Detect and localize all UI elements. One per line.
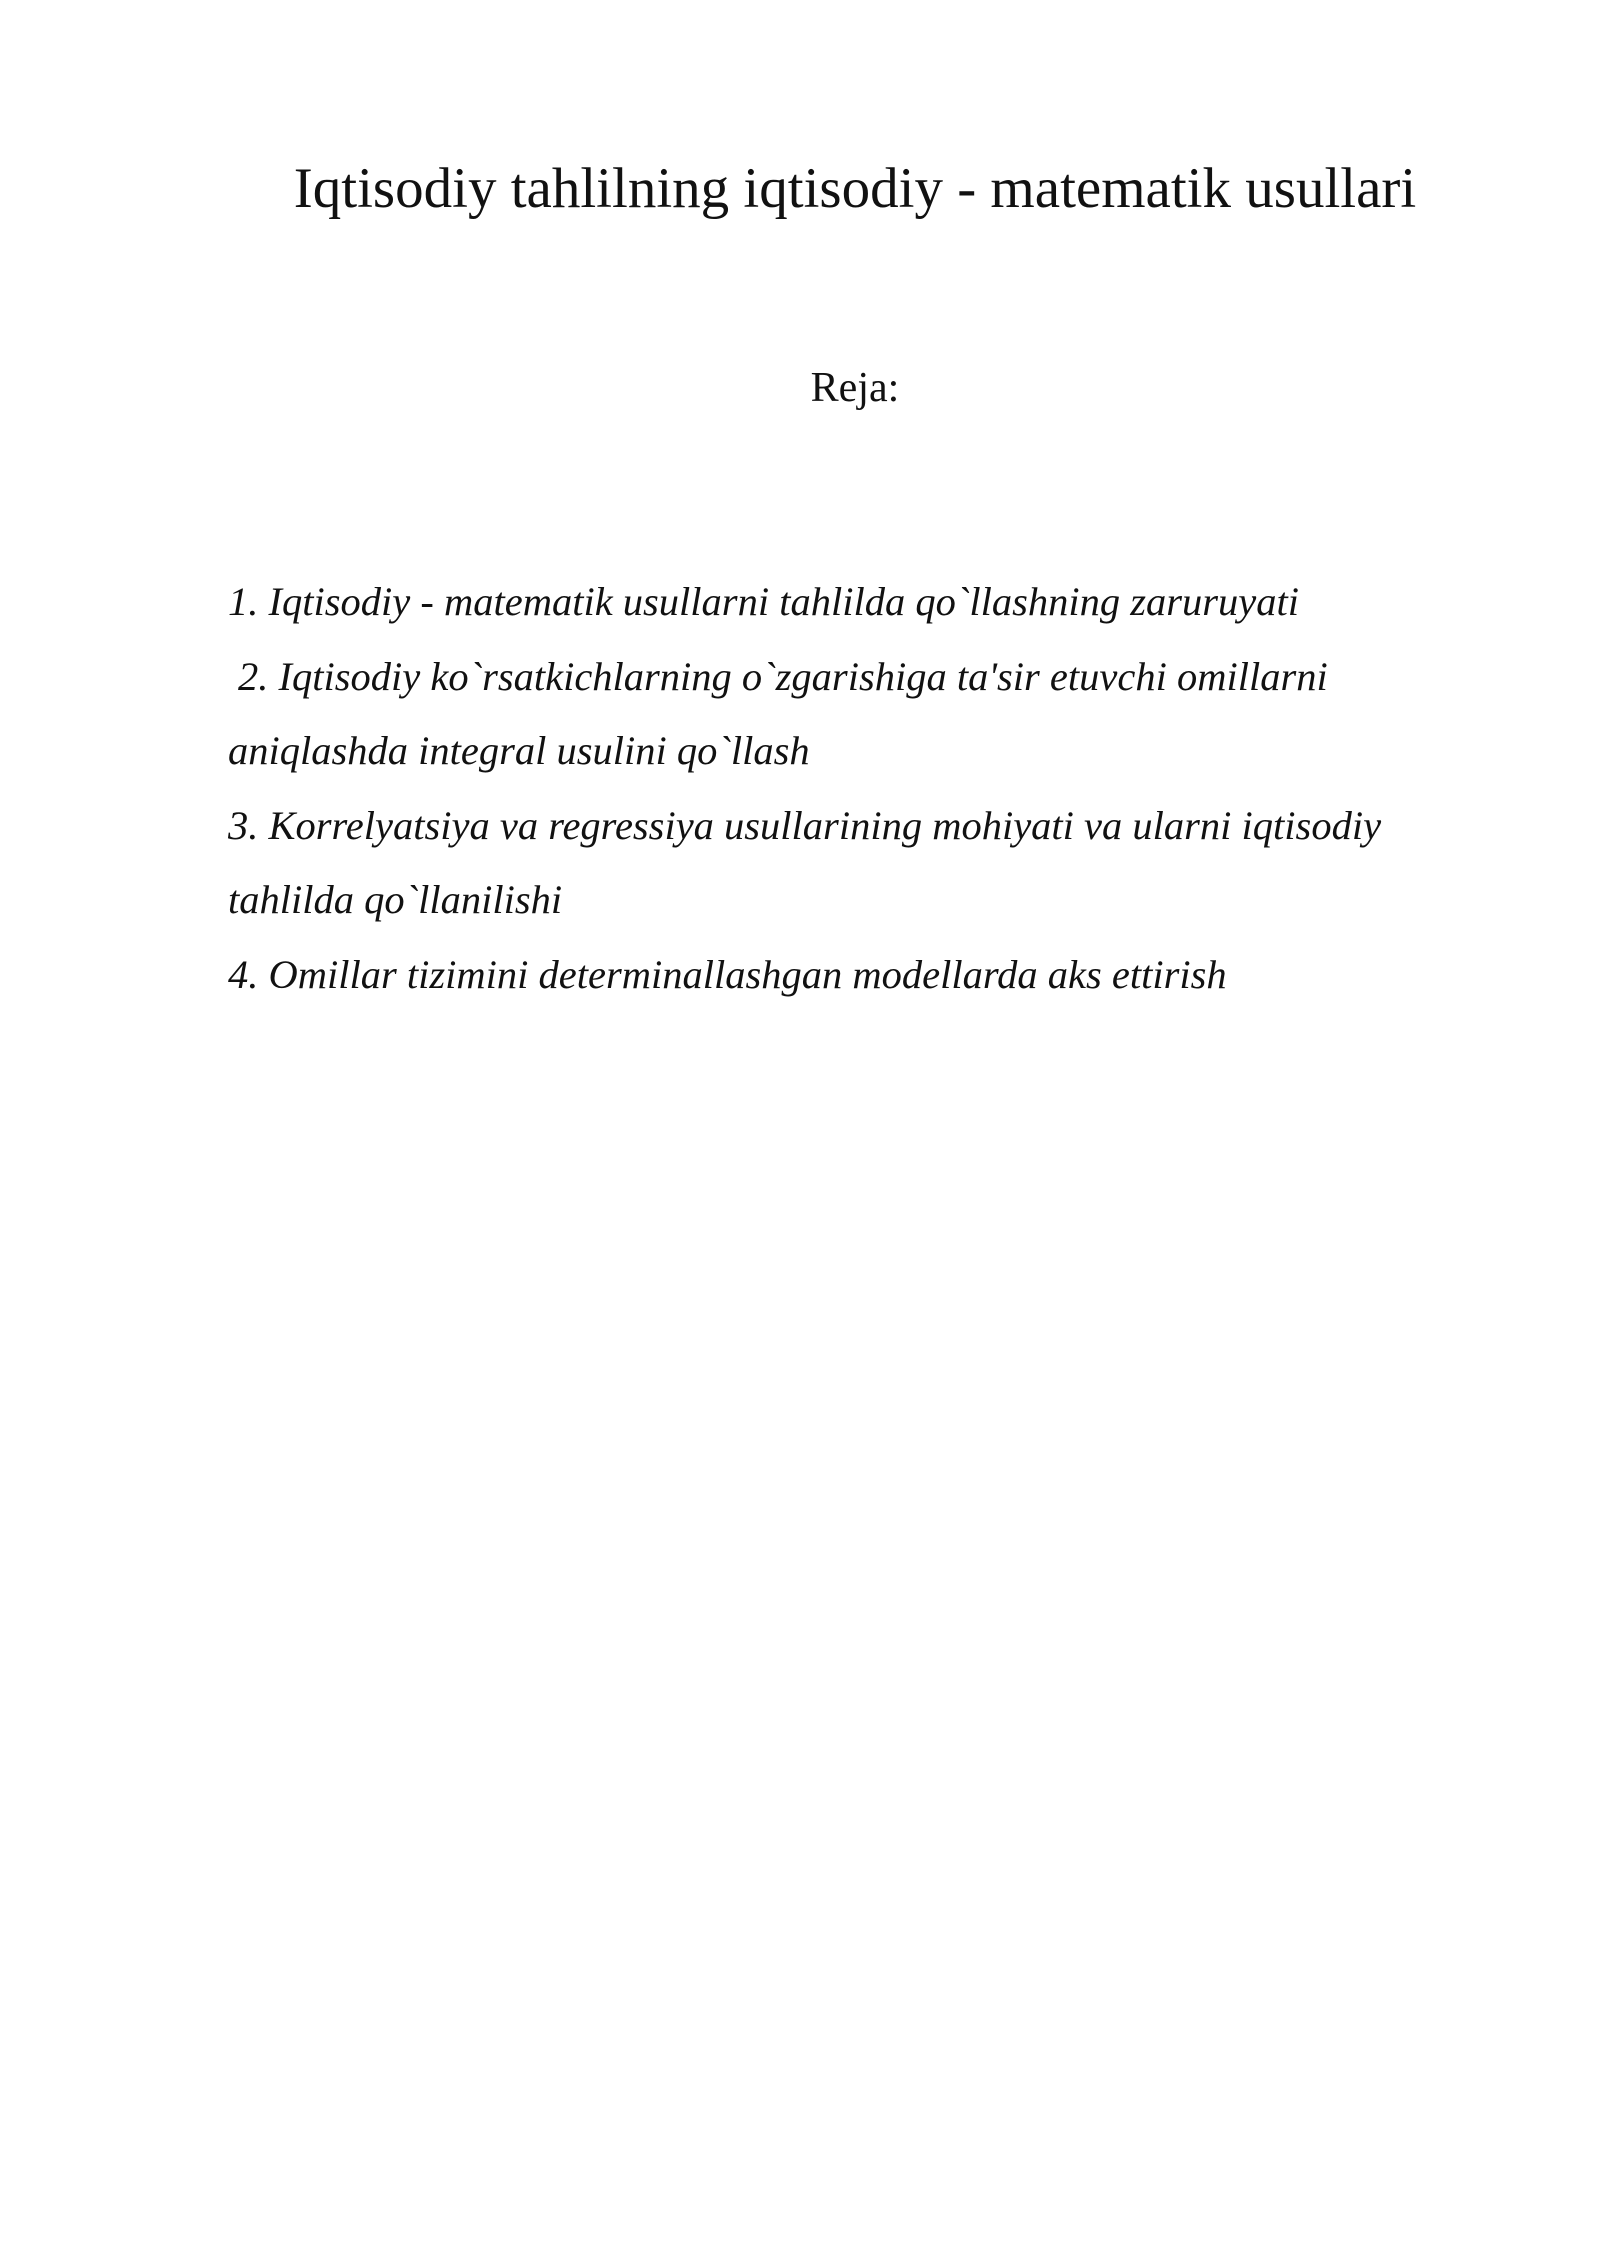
plan-list bbox=[228, 565, 1478, 1012]
plan-item-3: 3. Korrelyatsiya va regressiya usullarining mohiyati va ularni iqtisodiy tahlilda qo`llanilishi bbox=[228, 802, 1382, 922]
plan-item-1: 1. Iqtisodiy - matematik usullarni tahlilda qo`llashning zaruruyati bbox=[228, 579, 1299, 624]
plan-item-4: 4. Omillar tizimini determinallashgan modellarda aks ettirish bbox=[228, 951, 1227, 997]
document-title: Iqtisodiy tahlilning iqtisodiy - matematik usullari bbox=[293, 157, 1417, 220]
plan-item-2: 2. Iqtisodiy ko`rsatkichlarning o`zgarishiga ta'sir etuvchi omillarni aniqlashda integral usulini qo`llash bbox=[228, 653, 1328, 773]
plan-heading: Reja: bbox=[810, 365, 900, 411]
